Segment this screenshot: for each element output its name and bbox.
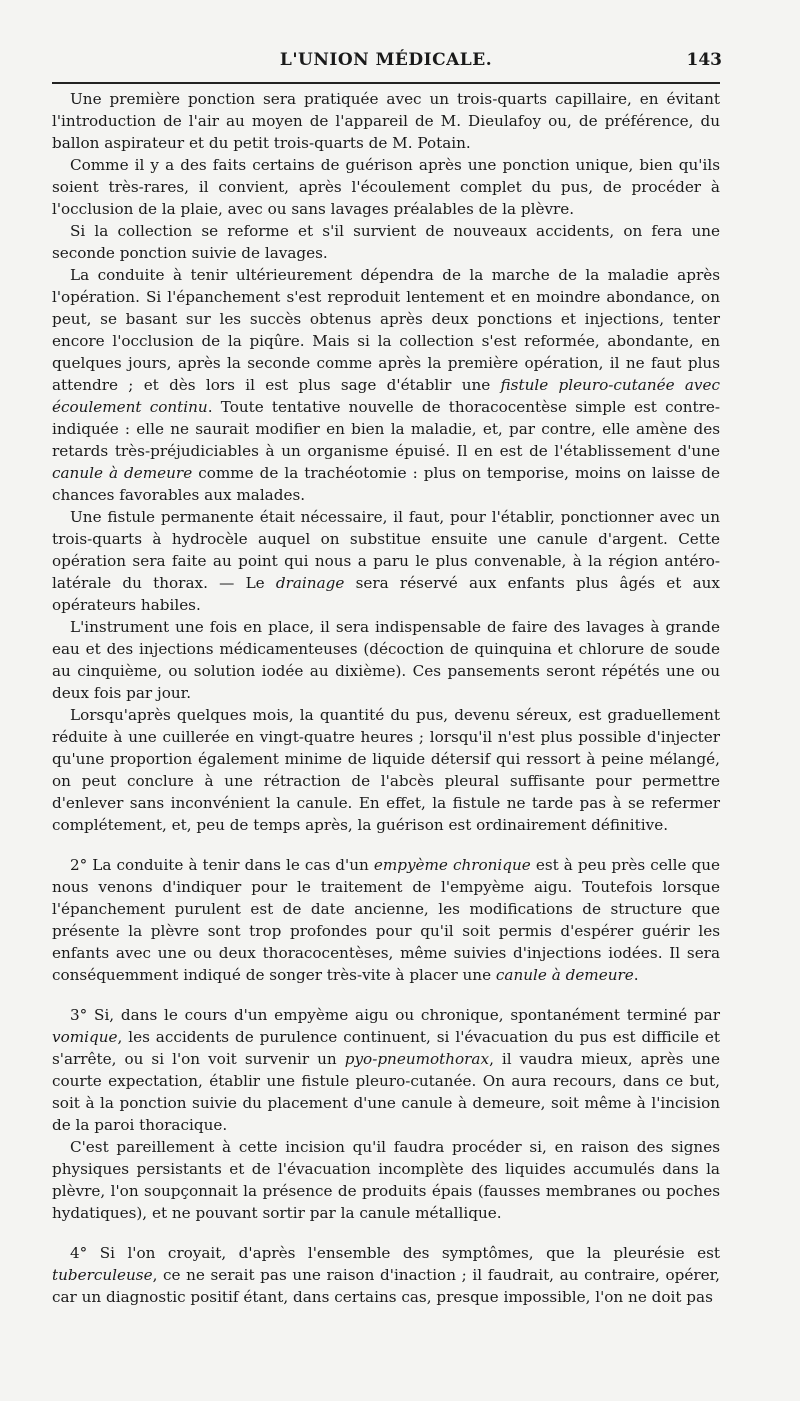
italic-phrase: fistule pleuro-cutanée avec écoulement continu	[52, 376, 720, 416]
text-run: , les accidents de purulence continuent, si l'évacuation du pus est difficile et s'arrête, ou si l'on voit survenir un	[52, 1028, 720, 1068]
paragraph-p4	[52, 264, 720, 506]
text-run: , ce ne serait pas une raison d'inaction ; il faudrait, au contraire, opérer, car un diagnostic positif étant, dans certains cas, presque impossible, l'on ne doit pas	[52, 1266, 720, 1306]
text-run: C'est pareillement à cette incision qu'il faudra procéder si, en raison des signes physiques persistants et de l'évacuation incomplète des liquides accumulés dans la plèvre, l'on soupçonnait la présence de produits épais (fausses membranes ou poches hydatiques), et ne pouvant sortir par la canule métallique.	[52, 1138, 720, 1222]
italic-phrase: vomique	[52, 1028, 118, 1046]
italic-phrase: tuberculeuse	[52, 1266, 153, 1284]
italic-phrase: canule à demeure	[52, 464, 193, 482]
text-run: . Toute tentative nouvelle de thoracocentèse simple est contre-indiquée : elle ne saurait modifier en bien la maladie, et, par contre, elle amène des retards très-préjudiciables à un organisme épuisé. Il en est de l'établissement d'une	[52, 398, 720, 460]
paragraph-p8	[52, 854, 720, 986]
paragraph-p11	[52, 1242, 720, 1308]
page-number: 143	[686, 50, 722, 70]
running-header	[52, 50, 720, 76]
body-text	[52, 88, 720, 1308]
text-run: Une fistule permanente était nécessaire, il faut, pour l'établir, ponctionner avec un trois-quarts à hydrocèle auquel on substitue ensuite une canule d'argent. Cette opération sera faite au point qui nous a paru le plus convenable, à la région antéro-latérale du thorax. — Le	[52, 508, 720, 592]
text-run: .	[633, 966, 639, 984]
text-run: 2° La conduite à tenir dans le cas d'un	[70, 856, 374, 874]
text-run: 4° Si l'on croyait, d'après l'ensemble des symptômes, que la pleurésie est	[70, 1244, 720, 1262]
text-run: , il vaudra mieux, après une courte expectation, établir une fistule pleuro-cutanée. On aura recours, dans ce but, soit à la ponction suivie du placement d'une canule à demeure, soit même à l'incision de la paroi thoracique.	[52, 1050, 720, 1134]
text-run: Lorsqu'après quelques mois, la quantité du pus, devenu séreux, est graduellement réduite à une cuillerée en vingt-quatre heures ; lorsqu'il n'est plus possible d'injecter qu'une proportion également minime de liquide détersif qui ressort à peine mélangé, on peut conclure à une rétraction de l'abcès pleural suffisante pour permettre d'enlever sans inconvénient la canule. En effet, la fistule ne tarde pas à se refermer complétement, et, peu de temps après, la guérison est ordinairement définitive.	[52, 706, 720, 834]
paragraph-p10	[52, 1136, 720, 1224]
text-run: 3° Si, dans le cours d'un empyème aigu ou chronique, spontanément terminé par	[70, 1006, 720, 1024]
italic-phrase: canule à demeure	[495, 966, 634, 984]
text-run: Si la collection se reforme et s'il survient de nouveaux accidents, on fera une seconde ponction suivie de lavages.	[52, 222, 720, 262]
text-run: sera réservé aux enfants plus âgés et aux opérateurs habiles.	[52, 574, 720, 614]
text-run: L'instrument une fois en place, il sera indispensable de faire des lavages à grande eau et des injections médicamenteuses (décoction de quinquina et chlorure de soude au cinquième, ou solution iodée au dixième). Ces pansements seront répétés une ou deux fois par jour.	[52, 618, 720, 702]
header-rule	[52, 82, 720, 84]
text-run: Une première ponction sera pratiquée avec un trois-quarts capillaire, en évitant l'introduction de l'air au moyen de l'appareil de M. Dieulafoy ou, de préférence, du ballon aspirateur et du petit trois-quarts de M. Potain.	[52, 90, 720, 152]
text-run: Comme il y a des faits certains de guérison après une ponction unique, bien qu'ils soient très-rares, il convient, après l'écoulement complet du pus, de procéder à l'occlusion de la plaie, avec ou sans lavages préalables de la plèvre.	[52, 156, 720, 218]
italic-phrase: pyo-pneumothorax	[344, 1050, 490, 1068]
italic-phrase: drainage	[275, 574, 345, 592]
paragraph-p6	[52, 616, 720, 704]
paragraph-p1	[52, 88, 720, 154]
paragraph-p9	[52, 1004, 720, 1136]
paragraph-p2	[52, 154, 720, 220]
paragraph-p3	[52, 220, 720, 264]
text-run: comme de la trachéotomie : plus on temporise, moins on laisse de chances favorables aux malades.	[52, 464, 720, 504]
paragraph-p7	[52, 704, 720, 836]
journal-title: L'UNION MÉDICALE.	[279, 50, 493, 70]
italic-phrase: empyème chronique	[373, 856, 531, 874]
text-run: est à peu près celle que nous venons d'indiquer pour le traitement de l'empyème aigu. Toutefois lorsque l'épanchement purulent est de date ancienne, les modifications de structure que présente la plèvre sont trop profondes pour qu'il soit permis d'espérer guérir les enfants avec une ou deux thoracocentèses, même suivies d'injections iodées. Il sera conséquemment indiqué de songer très-vite à placer une	[52, 856, 720, 984]
text-run: La conduite à tenir ultérieurement dépendra de la marche de la maladie après l'opération. Si l'épanchement s'est reproduit lentement et en moindre abondance, on peut, se basant sur les succès obtenus après deux ponctions et injections, tenter encore l'occlusion de la piqûre. Mais si la collection s'est reformée, abondante, en quelques jours, après la seconde comme après la première opération, il ne faut plus attendre ; et dès lors il est plus sage d'établir une	[52, 266, 720, 394]
paragraph-p5	[52, 506, 720, 616]
